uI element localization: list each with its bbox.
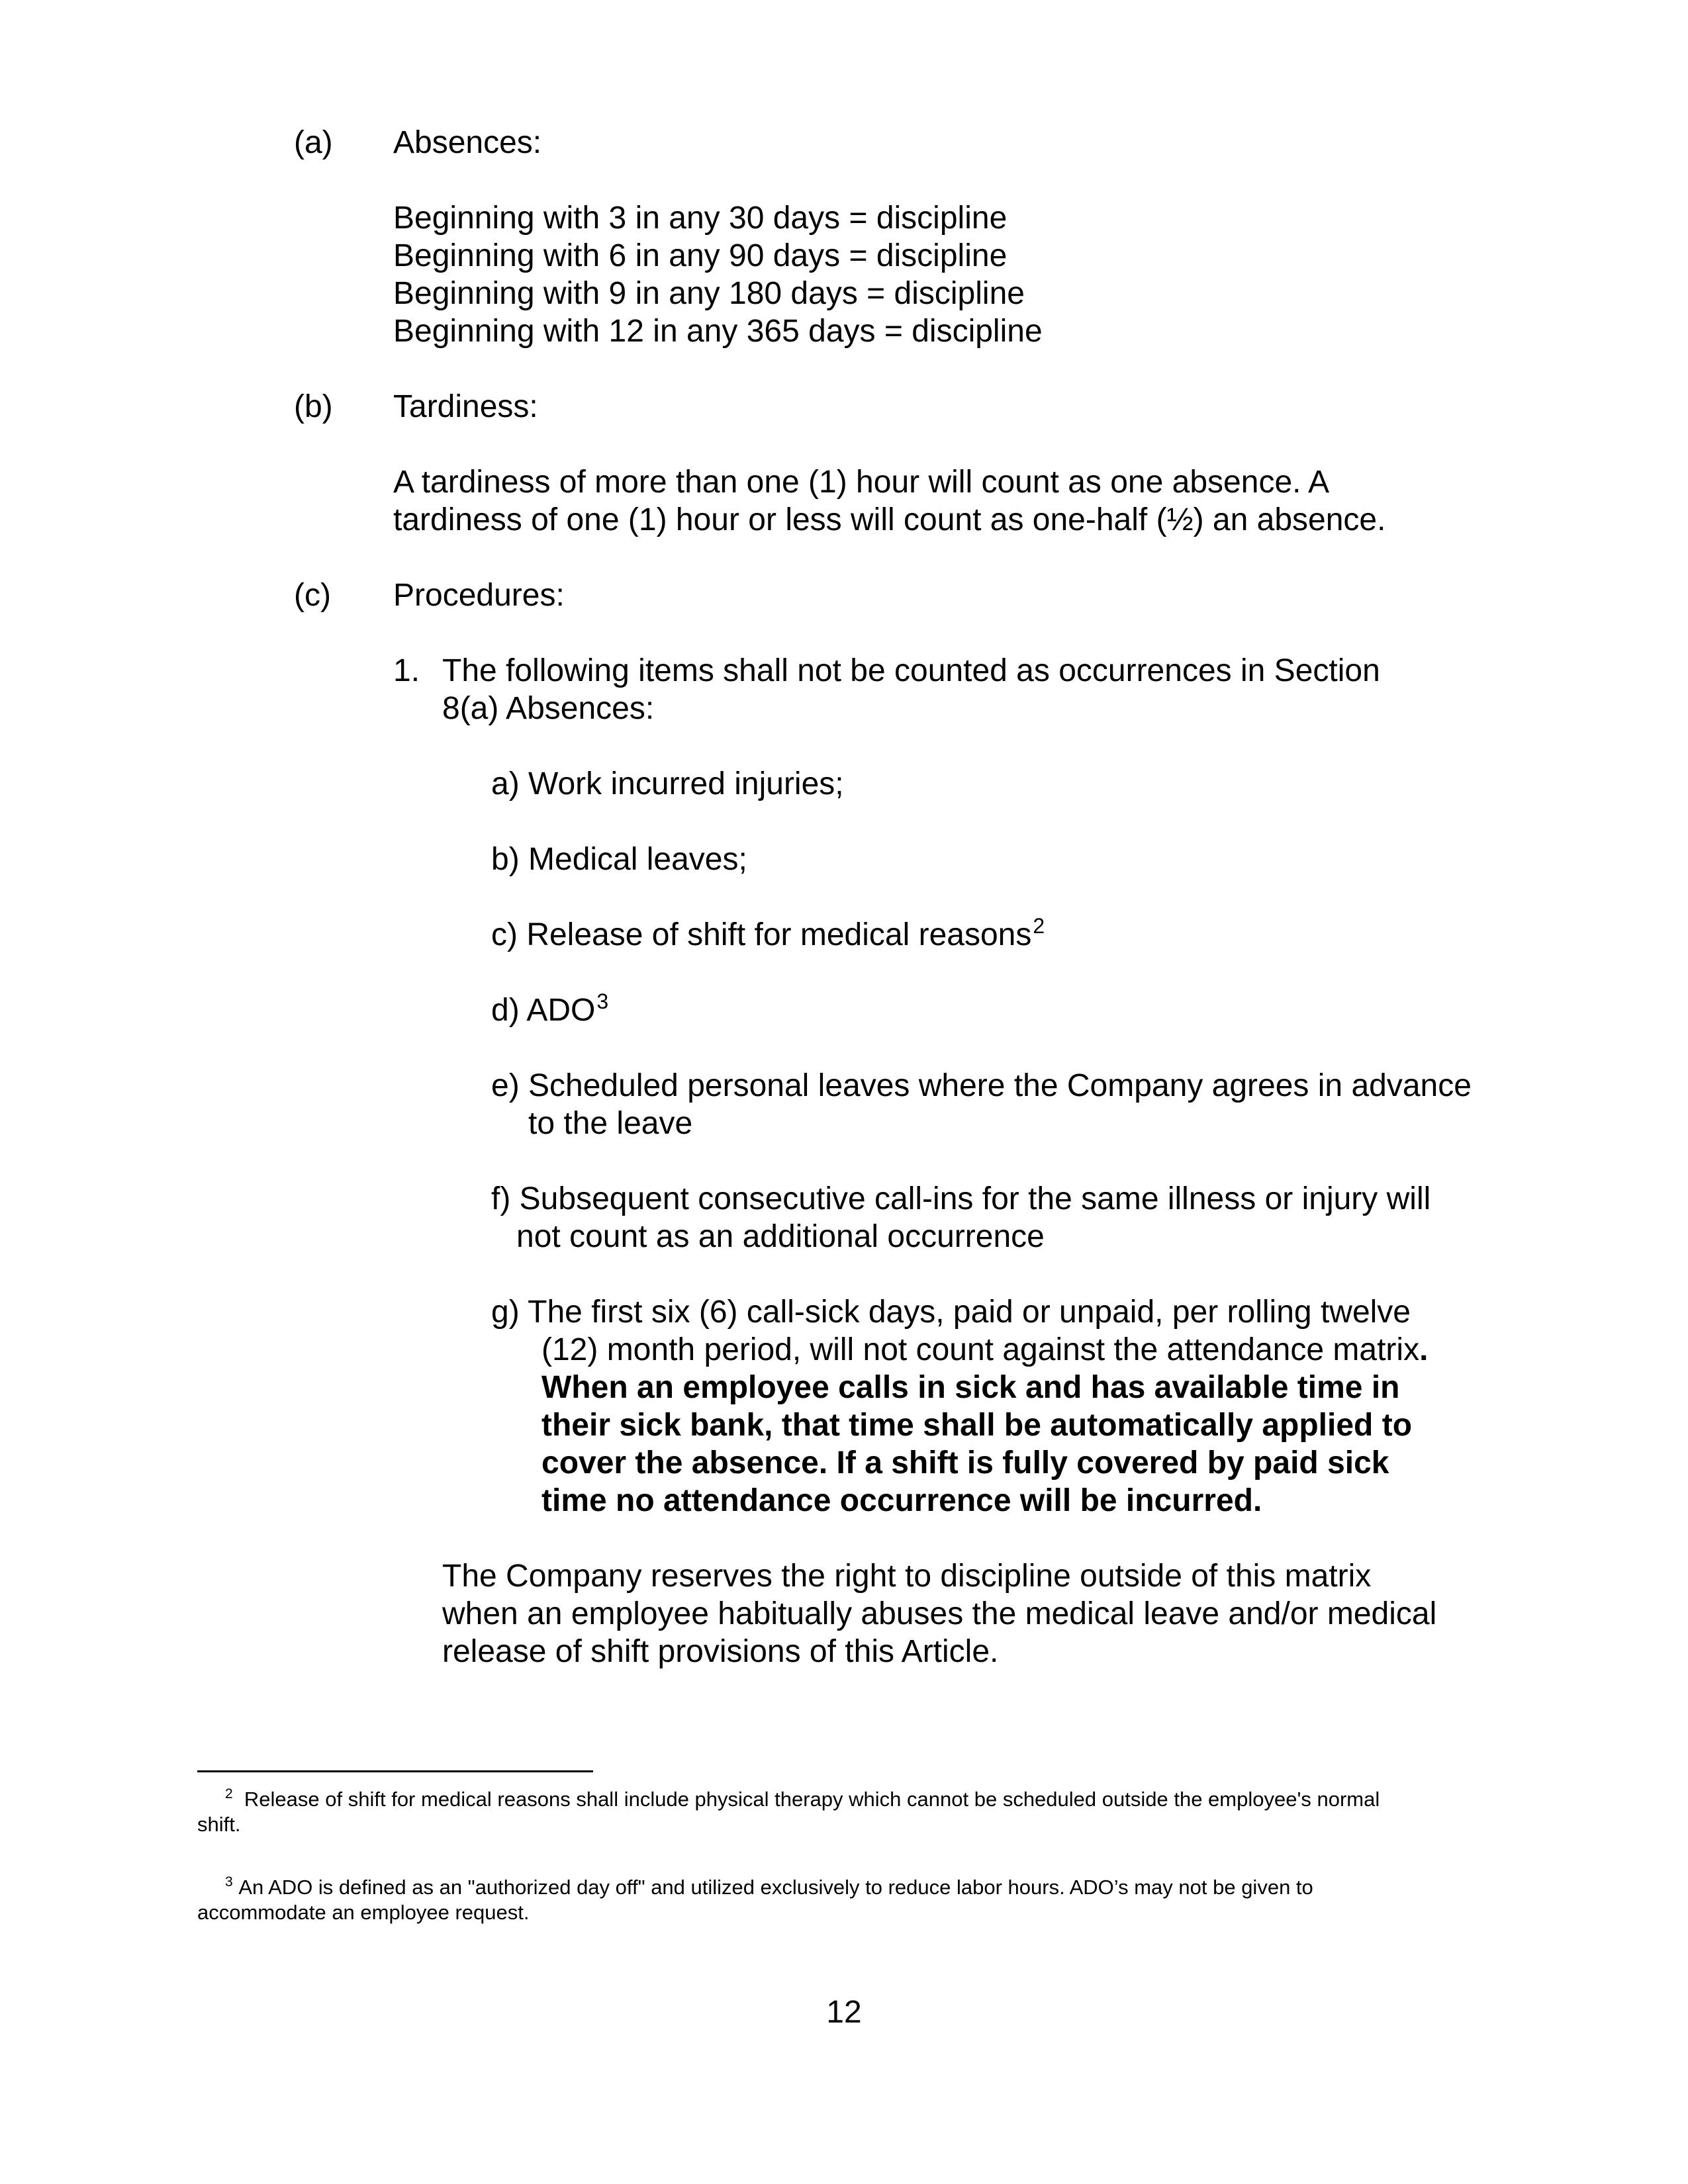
item-1-text-line: 8(a) Absences:: [442, 691, 655, 726]
subitem-e-line: e) Scheduled personal leaves where the Company agrees in advance: [491, 1068, 1472, 1103]
closing-paragraph-line: release of shift provisions of this Article.: [442, 1634, 999, 1669]
footnote-3-text: An ADO is defined as an "authorized day off" and utilized exclusively to reduce labor hours. ADO’s may not be given to: [238, 1876, 1313, 1899]
section-b-heading: Tardiness:: [393, 389, 538, 424]
subitem-g-text: (12) month period, will not count against the attendance matrix: [541, 1332, 1420, 1367]
subitem-g-bold-line: cover the absence. If a shift is fully covered by paid sick: [541, 1445, 1389, 1480]
subitem-g-bold-line: their sick bank, that time shall be automatically applied to: [541, 1408, 1413, 1443]
subitem-f-line: f) Subsequent consecutive call-ins for the same illness or injury will: [491, 1181, 1431, 1216]
subitem-g-line: [541, 1331, 1428, 1369]
footnote-3-line: [225, 1875, 1313, 1903]
subitem-e-line: to the leave: [528, 1106, 693, 1141]
subitem-g-period: .: [1419, 1332, 1429, 1367]
item-1-text-line: The following items shall not be counted as occurrences in Section: [442, 653, 1380, 688]
absence-rule-line: Beginning with 3 in any 30 days = discipline: [393, 201, 1008, 236]
subitem-d: [491, 991, 608, 1032]
page-number: 12: [826, 1995, 862, 2030]
subitem-f-line: not count as an additional occurrence: [516, 1219, 1045, 1254]
section-c-marker: (c): [294, 578, 331, 613]
closing-paragraph-line: when an employee habitually abuses the medical leave and/or medical: [442, 1596, 1437, 1631]
closing-paragraph-line: The Company reserves the right to discipline outside of this matrix: [442, 1559, 1372, 1594]
subitem-c-text: c) Release of shift for medical reasons: [491, 917, 1032, 952]
section-a-marker: (a): [294, 125, 333, 160]
absence-rule-line: Beginning with 9 in any 180 days = discipline: [393, 276, 1025, 311]
footnote-3-line: accommodate an employee request.: [197, 1901, 530, 1924]
footnote-2-text: Release of shift for medical reasons shall include physical therapy which cannot be scheduled outside the employee's normal: [244, 1788, 1380, 1811]
footnote-ref-3: 3: [596, 989, 609, 1013]
subitem-a: a) Work incurred injuries;: [491, 766, 844, 801]
footnote-3-marker: 3: [225, 1874, 233, 1889]
footnote-2-line: shift.: [197, 1813, 241, 1836]
subitem-g-bold-line: time no attendance occurrence will be incurred.: [541, 1483, 1262, 1518]
subitem-g-line: g) The first six (6) call-sick days, paid or unpaid, per rolling twelve: [491, 1295, 1411, 1330]
footnote-ref-2: 2: [1033, 914, 1045, 938]
tardiness-text-line: tardiness of one (1) hour or less will count as one-half (½) an absence.: [393, 502, 1386, 537]
tardiness-text-line: A tardiness of more than one (1) hour will count as one absence. A: [393, 465, 1330, 500]
subitem-d-text: d) ADO: [491, 993, 596, 1028]
footnote-2-marker: 2: [225, 1786, 233, 1801]
absence-rule-line: Beginning with 12 in any 365 days = discipline: [393, 314, 1043, 349]
subitem-b: b) Medical leaves;: [491, 842, 747, 877]
section-a-heading: Absences:: [393, 125, 542, 160]
section-c-heading: Procedures:: [393, 578, 565, 613]
absence-rule-line: Beginning with 6 in any 90 days = discipline: [393, 238, 1008, 273]
subitem-g-bold-line: When an employee calls in sick and has available time in: [541, 1370, 1400, 1405]
item-1-number: 1.: [393, 653, 420, 688]
footnote-separator: [197, 1770, 593, 1772]
section-b-marker: (b): [294, 389, 333, 424]
footnote-2-line: [225, 1787, 1380, 1815]
subitem-c: [491, 916, 1045, 957]
